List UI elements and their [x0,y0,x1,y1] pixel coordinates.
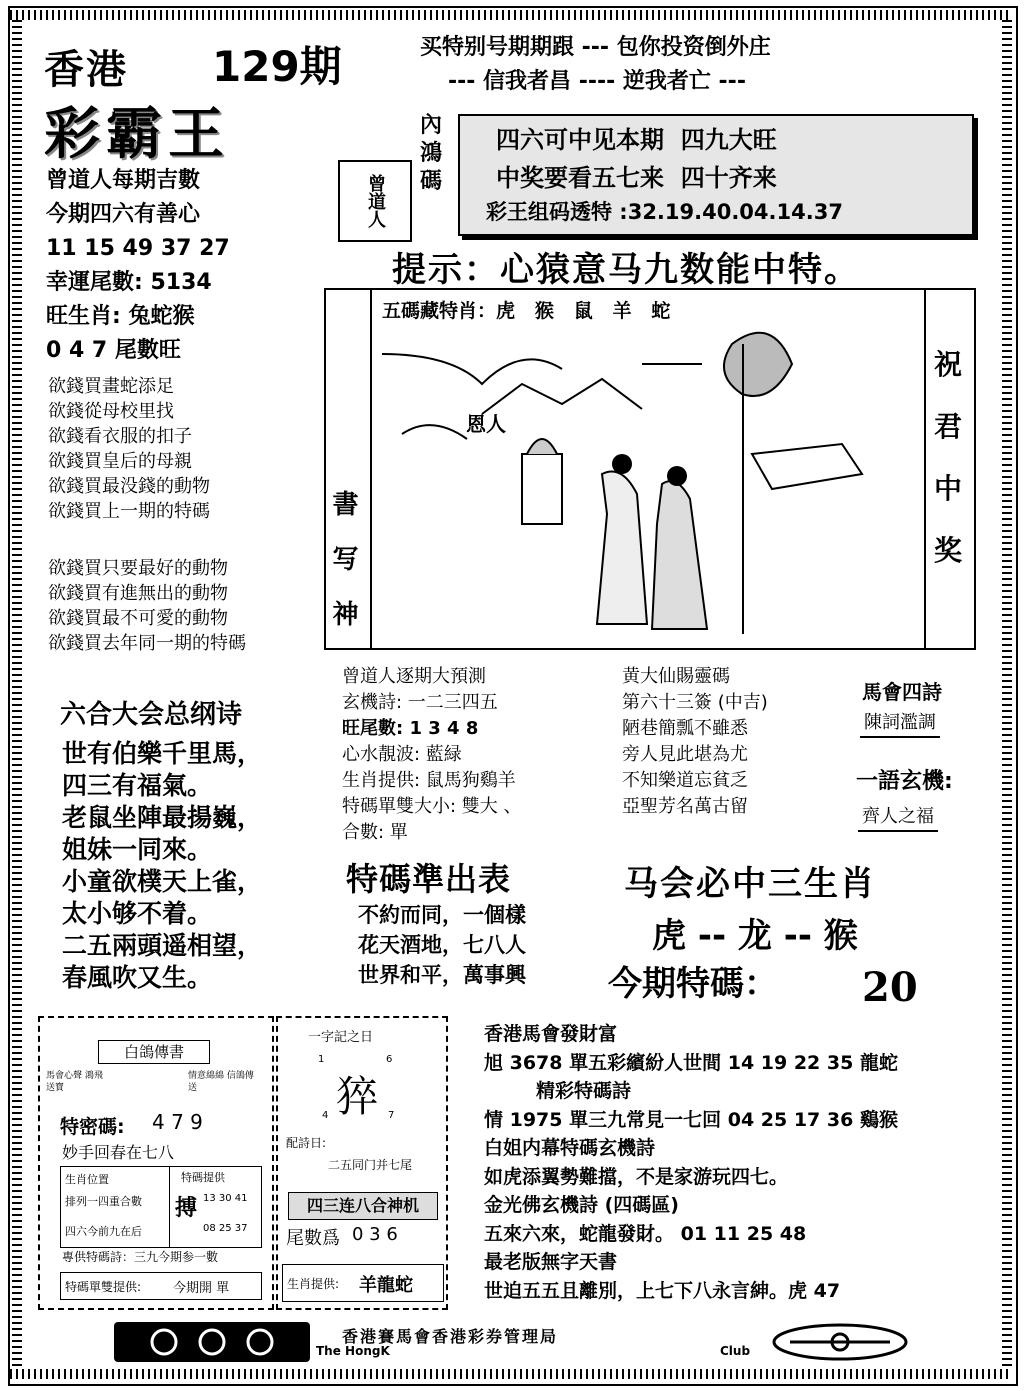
riddle-line: 欲錢買最不可愛的動物 [48,608,228,629]
pigeon-box [38,1016,274,1310]
special-line: 世界和平，萬事興 [358,963,526,987]
zodiac-value: 羊龍蛇 [359,1275,413,1296]
zodiac-label: 生肖提供: [287,1277,340,1291]
prediction-block [342,664,522,846]
footer-org: 香港賽馬會香港彩券管理局 [342,1327,559,1346]
pigeon-small-right: 情意綿綿 信鴿傳送 [188,1071,254,1093]
prediction-line: 特碼單雙大小: 雙大 、 [342,796,522,817]
special-table-lines [358,900,526,990]
footer-en-left: The HongK [316,1344,390,1358]
inner-code-line-1: 四六可中见本期 四九大旺 [496,126,777,154]
poem-line: 二五兩頭遥相望， [62,931,263,960]
special-table-title: 特碼準出表 [346,860,512,898]
rb-line: 香港馬會發財富 [484,1023,618,1045]
table-divider [169,1167,170,1247]
info-line: 旺生肖: 兔蛇猴 [46,304,195,329]
rb-line: 金光佛玄機詩 (四碼區) [484,1194,679,1216]
info-line: 11 15 49 37 27 [46,236,230,261]
info-line: 0 4 7 尾數旺 [46,338,181,363]
left-vertical-text: 書 写 神 [328,490,358,637]
riddles-group-1 [48,374,210,524]
riddle-line: 欲錢買畫蛇添足 [48,376,174,397]
huang-line: 陋巷簡瓢不雖悉 [622,718,748,739]
special-line: 花天酒地，七八人 [358,933,526,957]
char-box [276,1016,448,1310]
char-box-title: 一字記之日 [308,1030,374,1045]
position-line: 四六今前九在后 [65,1225,142,1238]
three-zodiac-animals: 虎 -- 龙 -- 猴 [652,916,858,956]
issue-number: 129期 [212,42,342,91]
hkjc-logo-left [114,1322,310,1362]
position-line: 排列一四重合數 [65,1195,142,1208]
char-poem: 二五同门并七尾 [328,1158,413,1172]
hint-line: 提示：心猿意马九数能中特。 [392,250,860,290]
special-line: 不約而同，一個樣 [358,903,526,927]
footer-en-right: Club [720,1344,751,1358]
prediction-line: 曾道人逐期大預測 [342,666,486,687]
riddle-line: 欲錢看衣服的扣子 [48,426,192,447]
parity-label: 特碼單雙提供: [65,1280,142,1294]
prediction-line: 心水靚波: 藍緑 [342,744,462,765]
rb-line: 五來六來，蛇龍發財。 01 11 25 48 [484,1222,807,1245]
rb-line: 精彩特碼詩 [536,1080,632,1102]
pigeon-title: 白鴿傳書 [98,1040,210,1064]
zodiac-box [282,1264,444,1302]
spec-nums: 13 30 41 [203,1193,248,1204]
right-vertical-text [934,334,962,582]
char-number: 7 [388,1110,395,1121]
logo-emblem-icon [114,1322,310,1362]
prediction-line: 玄機詩: 一二三四五 [342,692,498,713]
rb-line: 旭 3678 單五彩繽紛人世間 14 19 22 35 龍蛇 [484,1051,898,1074]
mahui-title: 馬會四詩 [862,680,942,704]
parity-value: 今期開 單 [173,1281,230,1296]
vertical-char: 君 [934,410,963,443]
right-bottom-block [484,1020,898,1305]
huang-line: 黄大仙賜靈碼 [622,666,730,687]
border-pattern-left [12,16,22,1366]
spec-nums: 08 25 37 [203,1223,248,1234]
border-pattern-bottom [10,1369,1012,1379]
riddle-line: 欲錢買皇后的母親 [48,451,192,472]
riddle-line: 欲錢買去年同一期的特碼 [48,633,246,654]
huang-line: 旁人見此堪為尤 [622,744,748,765]
border-pattern-right [1002,16,1012,1366]
rb-line: 世迫五五且離別，上七下八永言紳。虎 47 [484,1279,841,1302]
rb-line: 如虎添翼勢難擋，不是家游玩四七。 [484,1165,789,1188]
mahui-sub: 陳詞濫調 [860,708,940,738]
parity-box [60,1272,262,1300]
poem-main [62,738,262,994]
picture-caption: 五碼藏特肖：虎 猴 鼠 羊 蛇 [382,300,671,322]
mahui-title-2: 一語玄機: [856,769,953,794]
machine-label: 四三连八合神机 [288,1192,438,1220]
title-hongkong: 香港 [44,47,128,93]
riddle-line: 欲錢從母校里找 [48,401,174,422]
slogan-second: --- 信我者昌 ---- 逆我者亡 --- [448,69,746,94]
poem-line: 小童欲樸天上雀， [62,867,263,896]
slogan-top: 买特别号期期跟 --- 包你投资倒外庄 [420,35,771,60]
pigeon-small-left: 馬會心聲 鴻飛送寶 [46,1071,103,1093]
poem-label: 配詩日: [286,1136,327,1150]
huang-line: 不知樂道忘貧乏 [622,770,748,791]
inner-code-line-3: 彩王组码透特 :32.19.40.04.14.37 [486,200,843,224]
stamp-text: 曾道人 [365,174,386,228]
riddle-line: 欲錢買最没錢的動物 [48,476,210,497]
prediction-line: 生肖提供: 鼠馬狗鷄羊 [342,770,516,791]
vertical-char: 中 [934,472,963,505]
poem-line: 世有伯樂千里馬， [62,739,263,768]
poem-line: 老鼠坐陣最揚巍， [62,803,263,832]
vertical-char: 奖 [934,534,963,567]
tail-value: 0 3 6 [352,1224,398,1245]
char-number: 4 [322,1110,329,1121]
poem-title: 六合大会总纲诗 [60,700,243,730]
riddle-line: 欲錢買只要最好的動物 [48,558,228,579]
exclusive-poem: 專供特碼詩：三九今期参一數 [62,1250,219,1264]
riddle-line: 欲錢買有進無出的動物 [48,583,228,604]
border-pattern-top [10,10,1012,20]
special-code-value: 20 [862,964,918,1011]
figure-label: 恩人 [466,412,506,436]
position-label: 生肖位置 [65,1173,109,1186]
secret-code-label: 特密碼: [60,1116,125,1138]
info-line: 曾道人每期吉數 [46,168,201,193]
left-info [46,164,230,368]
spec-label: 特碼提供 [181,1171,225,1184]
logo-oval-icon [770,1322,910,1362]
huang-line: 第六十三簽 (中吉) [622,692,768,713]
info-line: 今期四六有善心 [46,202,201,227]
poem-line: 四三有福氣。 [62,771,213,800]
tail-label: 尾數爲 [286,1228,340,1249]
mahui-sub-2: 齊人之福 [858,802,938,832]
char-main: 猝 [336,1072,379,1121]
three-zodiac-title: 马会必中三生肖 [624,864,876,904]
inner-code-line-2: 中奖要看五七来 四十齐来 [496,164,777,192]
secret-code-line: 妙手回春在七八 [62,1143,175,1162]
poem-line: 春風吹又生。 [62,963,213,992]
spec-char: 搏 [175,1196,198,1221]
picture-block [324,288,976,650]
hkjc-logo-right [770,1322,910,1362]
ink-illustration [372,324,920,644]
info-line: 幸運尾數: 5134 [46,270,212,295]
poem-line: 姐妹一同來。 [62,835,213,864]
prediction-line: 旺尾數: 1 3 4 8 [342,718,479,739]
rb-line: 最老版無字天書 [484,1251,618,1273]
rb-line: 情 1975 單三九常見一七回 04 25 17 36 鷄猴 [484,1108,898,1131]
special-code-label: 今期特碼： [608,964,778,1004]
vertical-char: 祝 [934,348,963,381]
right-strip [924,290,974,648]
stamp-seal [338,160,412,242]
position-table [60,1166,262,1248]
inner-code-box [458,114,974,236]
brand-title: 彩霸王 [44,102,230,167]
secret-code-value: 4 7 9 [152,1110,203,1134]
poem-line: 太小够不着。 [62,899,213,928]
riddle-line: 欲錢買上一期的特碼 [48,501,210,522]
huang-daxian-block [622,664,768,820]
prediction-line: 合數: 單 [342,822,408,843]
huang-line: 亞聖芳名萬古留 [622,796,748,817]
char-number: 1 [318,1054,325,1065]
riddles-group-2 [48,556,246,656]
rb-line: 白姐内幕特碼玄機詩 [484,1137,656,1159]
char-number: 6 [386,1054,393,1065]
inner-code-side-label: 內 鴻 碼 [420,113,443,194]
